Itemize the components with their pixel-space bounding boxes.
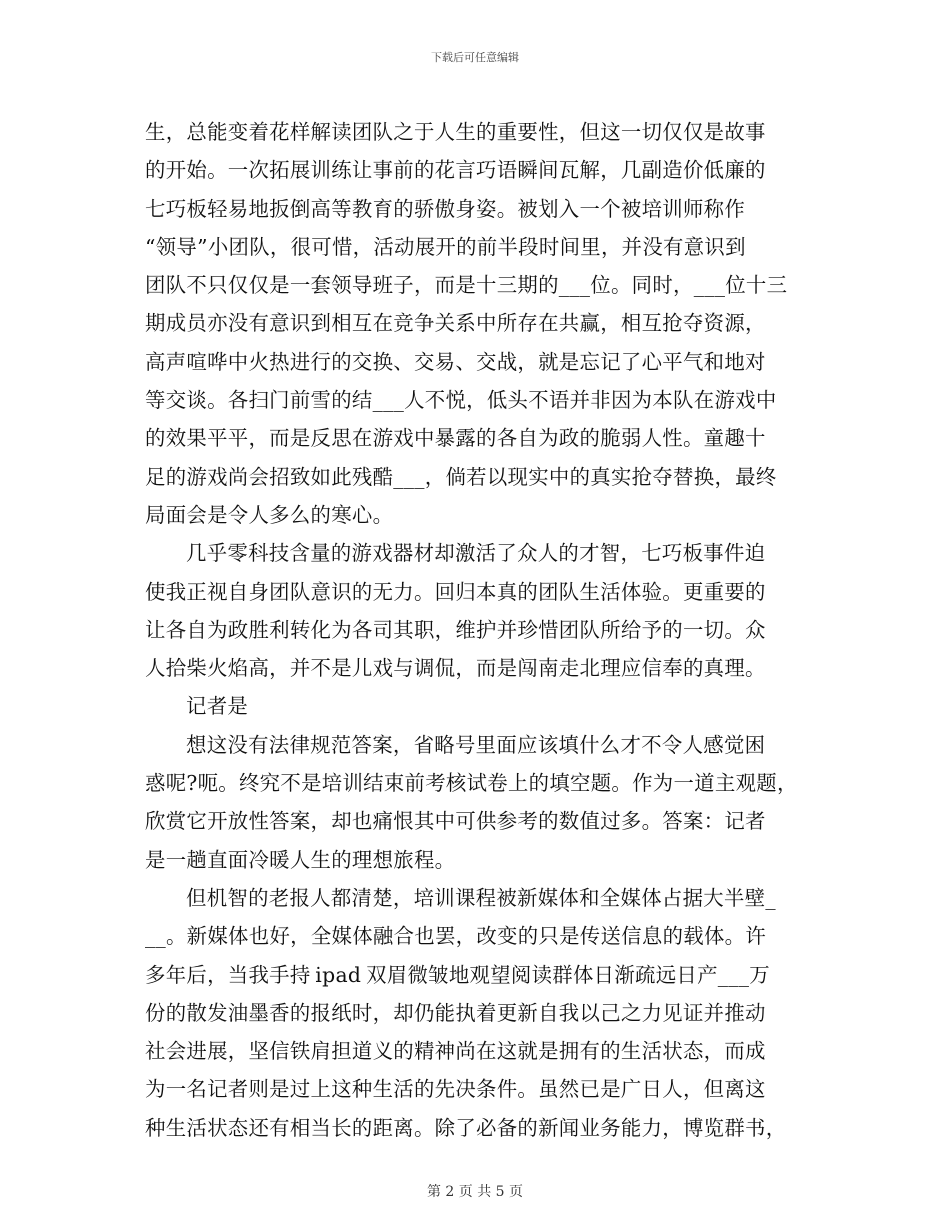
text-line: 社会进展，坚信铁肩担道义的精神尚在这就是拥有的生活状态，而成 — [145, 1039, 766, 1064]
text-line: 多年后，当我手持 ipad 双眉微皱地观望阅读群体日渐疏远日产___万 — [145, 962, 770, 987]
text-line: 欣赏它开放性答案，却也痛恨其中可供参考的数值过多。答案：记者 — [145, 809, 766, 834]
document-body — [145, 113, 825, 1147]
text-line: 是一趟直面冷暖人生的理想旅程。 — [145, 847, 456, 872]
text-line: 生，总能变着花样解读团队之于人生的重要性，但这一切仅仅是故事 — [145, 120, 766, 144]
text-line: 使我正视自身团队意识的无力。回归本真的团队生活体验。更重要的 — [145, 579, 766, 604]
text-line: 为一名记者则是过上这种生活的先决条件。虽然已是广日人，但离这 — [145, 1077, 766, 1102]
paragraph-first-line: 想这没有法律规范答案，省略号里面应该填什么才不令人感觉困 — [186, 732, 766, 757]
text-line: 的开始。一次拓展训练让事前的花言巧语瞬间瓦解，几副造价低廉的 — [145, 158, 766, 183]
text-line: 期成员亦没有意识到相互在竞争关系中所存在共赢，相互抢夺资源， — [145, 311, 766, 336]
text-line: 让各自为政胜利转化为各司其职，维护并珍惜团队所给予的一切。众 — [145, 617, 766, 642]
text-line: “领导”小团队，很可惜，活动展开的前半段时间里，并没有意识到 — [145, 234, 746, 259]
text-line: 种生活状态还有相当长的距离。除了必备的新闻业务能力，博览群书， — [145, 1115, 787, 1140]
text-line: 人拾柴火焰高，并不是儿戏与调侃，而是闯南走北理应信奉的真理。 — [145, 656, 766, 681]
text-line: 团队不只仅仅是一套领导班子，而是十三期的___位。同时，___位十三 — [145, 273, 788, 298]
text-line: 等交谈。各扫门前雪的结___人不悦，低头不语并非因为本队在游戏中 — [145, 388, 777, 413]
text-line: 七巧板轻易地扳倒高等教育的骄傲身姿。被划入一个被培训师称作 — [145, 196, 746, 221]
section-heading: 记者是 — [186, 694, 249, 719]
text-line: 局面会是令人多么的寒心。 — [145, 502, 394, 527]
text-line: 足的游戏尚会招致如此残酷___，倘若以现实中的真实抢夺替换，最终 — [145, 464, 777, 489]
paragraph-first-line: 几乎零科技含量的游戏器材却激活了众人的才智，七巧板事件迫 — [186, 541, 766, 566]
page-header: 下载后可任意编辑 — [431, 51, 519, 64]
text-line: __。新媒体也好，全媒体融合也罢，改变的只是传送信息的载体。许 — [145, 924, 767, 949]
page-footer: 第 2 页 共 5 页 — [426, 1184, 524, 1200]
text-line: 惑呢?呃。终究不是培训结束前考核试卷上的填空题。作为一道主观题， — [145, 771, 798, 796]
text-line: 份的散发油墨香的报纸时，却仍能执着更新自我以己之力见证并推动 — [145, 1000, 766, 1025]
paragraph-first-line: 但机智的老报人都清楚，培训课程被新媒体和全媒体占据大半壁_ — [186, 885, 776, 910]
text-line: 高声喧哗中火热进行的交换、交易、交战，就是忘记了心平气和地对 — [145, 349, 766, 374]
text-line: 的效果平平，而是反思在游戏中暴露的各自为政的脆弱人性。童趣十 — [145, 426, 766, 451]
